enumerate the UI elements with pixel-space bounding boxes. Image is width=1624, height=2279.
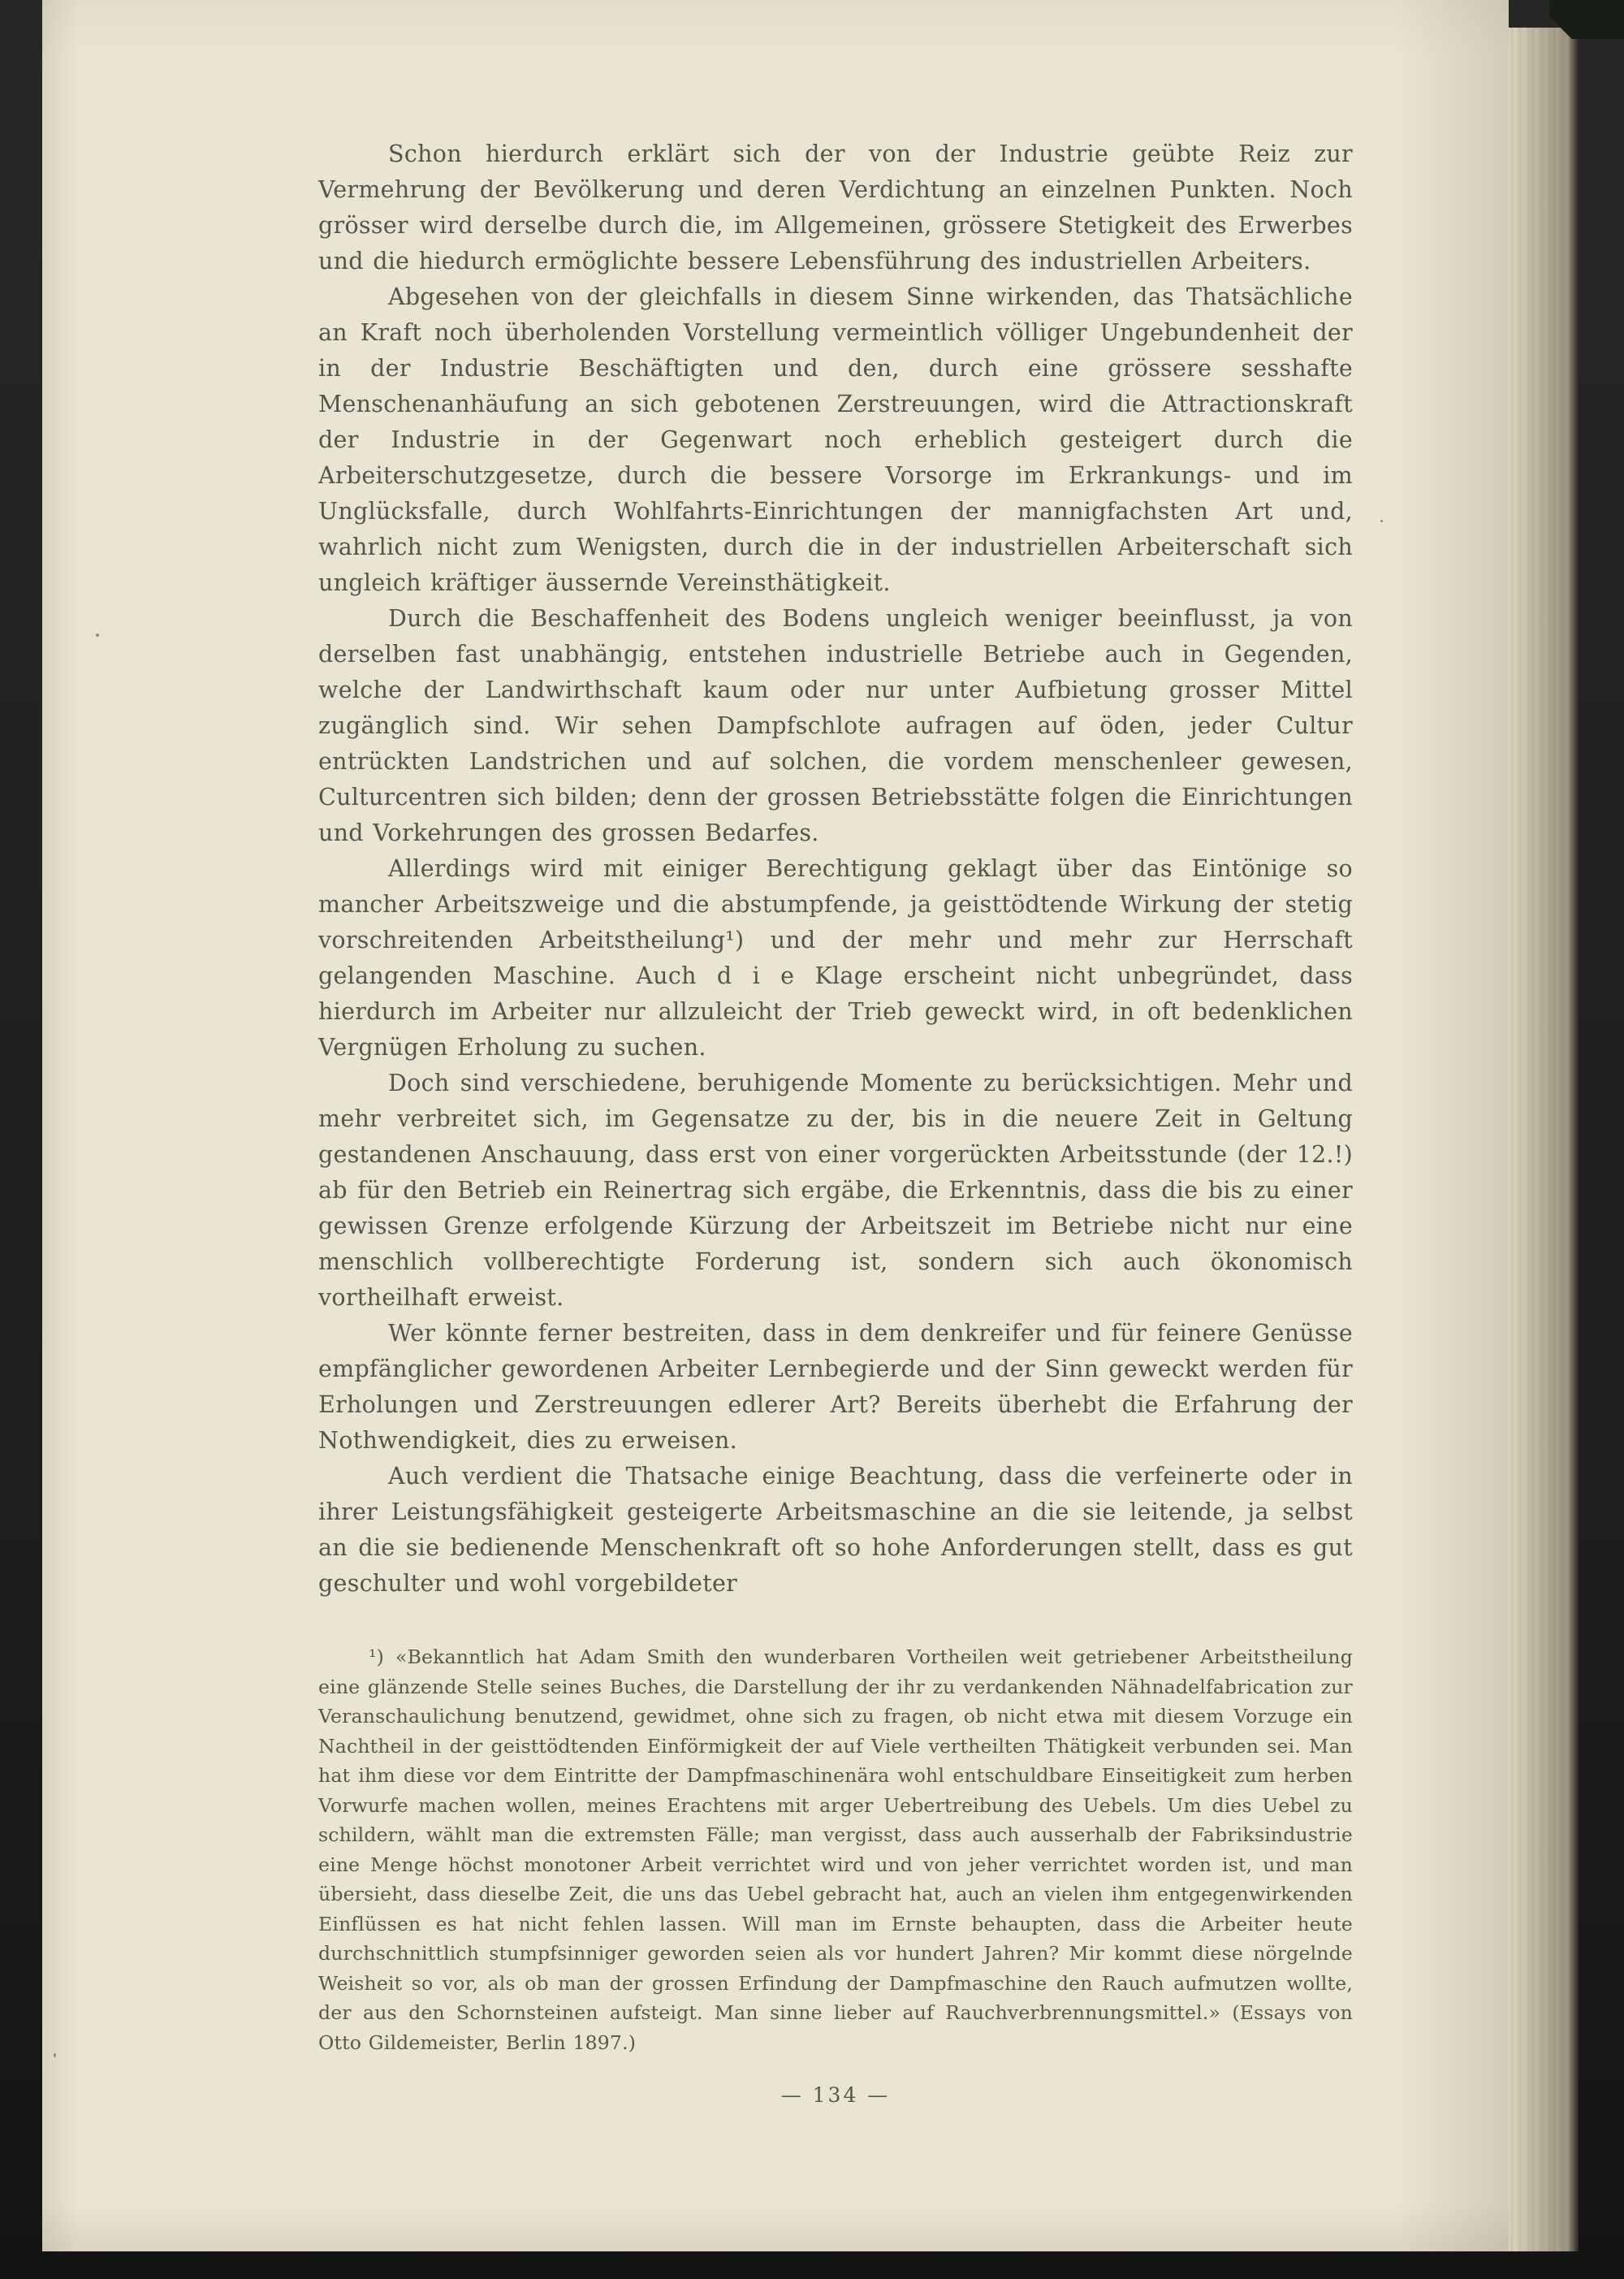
paper-speck [96,634,99,637]
paragraph: Doch sind verschiedene, beruhigende Momente zu berücksichtigen. Mehr und mehr verbreitet sich, im Gegensatze zu der, bis in die neuere Zeit in Geltung gestandenen Anschauung, dass erst von einer vorgerückten Arbeitsstunde (der 12.!) ab für den Betrieb ein Reinertrag sich ergäbe, die Erkenntnis, dass die bis zu einer gewissen Grenze erfolgende Kürzung der Arbeitszeit im Betriebe nicht nur eine menschlich vollberechtigte Forderung ist, sondern sich auch ökonomisch vortheilhaft erweist. [318,1070,1353,1311]
book-page-paper [42,0,1509,2251]
paragraph: Auch verdient die Thatsache einige Beachtung, dass die verfeinerte oder in ihrer Leistungsfähigkeit gesteigerte Arbeitsmaschine an die sie leitende, ja selbst an die sie bedienende Menschenkraft oft so hohe Anforderungen stellt, dass es gut geschulter und wohl vorgebildeter [318,1463,1353,1597]
paragraph: Schon hierdurch erklärt sich der von der Industrie geübte Reiz zur Vermehrung der Bevölkerung und deren Verdichtung an einzelnen Punkten. Noch grösser wird derselbe durch die, im Allgemeinen, grössere Stetigkeit des Erwerbes und die hiedurch ermöglichte bessere Lebensführung des industriellen Arbeiters. [318,141,1353,275]
paper-speck [1380,520,1383,522]
paragraph: Allerdings wird mit einiger Berechtigung geklagt über das Eintönige so mancher Arbeitszweige und die abstumpfende, ja geisttödtende Wirkung der stetig vorschreitenden Arbeitstheilung¹) und der mehr und mehr zur Herrschaft gelangenden Maschine. Auch d i e Klage erscheint nicht unbegründet, dass hierdurch im Arbeiter nur allzuleicht der Trieb geweckt wird, in oft bedenklichen Vergnügen Erholung zu suchen. [318,855,1353,1061]
footnote: ¹) «Bekanntlich hat Adam Smith den wunderbaren Vortheilen weit getriebener Arbeitstheilung eine glänzende Stelle seines Buches, die Darstellung der ihr zu verdankenden Nähnadelfabrication zur Veranschaulichung benutzend, gewidmet, ohne sich zu fragen, ob nicht etwa mit diesem Vorzuge ein Nachtheil in der geisttödtenden Einförmigkeit der auf Viele vertheilten Thätigkeit verbunden sei. Man hat ihm diese vor dem Eintritte der Dampfmaschinenära wohl entschuldbare Einseitigkeit zum herben Vorwurfe machen wollen, meines Erachtens mit arger Uebertreibung des Uebels. Um dies Uebel zu schildern, wählt man die extremsten Fälle; man vergisst, dass auch ausserhalb der Fabriksindustrie eine Menge höchst monotoner Arbeit verrichtet wird und von jeher verrichtet worden ist, und man übersieht, dass dieselbe Zeit, die uns das Uebel gebracht hat, auch an vielen ihm entgegenwirkenden Einflüssen es hat nicht fehlen lassen. Will man im Ernste behaupten, dass die Arbeiter heute durchschnittlich stumpfsinniger geworden seien als vor hundert Jahren? Mir kommt diese nörgelnde Weisheit so vor, als ob man der grossen Erfindung der Dampfmaschine den Rauch aufmutzen wollte, der aus den Schornsteinen aufsteigt. Man sinne lieber auf Rauchverbrennungsmittel.» (Essays von Otto Gildemeister, Berlin 1897.) [318,1645,1353,2054]
paragraph: Wer könnte ferner bestreiten, dass in dem denkreifer und für feinere Genüsse empfänglicher gewordenen Arbeiter Lernbegierde und der Sinn geweckt werden für Erholungen und Zerstreuungen edlerer Art? Bereits überhebt die Erfahrung der Nothwendigkeit, dies zu erweisen. [318,1320,1353,1454]
book-page-edges [1509,28,1579,2251]
paragraph: Durch die Beschaffenheit des Bodens ungleich weniger beeinflusst, ja von derselben fast unabhängig, entstehen industrielle Betriebe auch in Gegenden, welche der Landwirthschaft kaum oder nur unter Aufbietung grosser Mittel zugänglich sind. Wir sehen Dampfschlote aufragen auf öden, jeder Cultur entrückten Landstrichen und auf solchen, die vordem menschenleer gewesen, Culturcentren sich bilden; denn der grossen Betriebsstätte folgen die Einrichtungen und Vorkehrungen des grossen Bedarfes. [318,605,1353,846]
paper-speck [54,2053,56,2057]
page-number: — 134 — [780,2083,891,2107]
paragraph: Abgesehen von der gleichfalls in diesem Sinne wirkenden, das Thatsächliche an Kraft noch überholenden Vorstellung vermeintlich völliger Ungebundenheit der in der Industrie Beschäftigten und den, durch eine grössere sesshafte Menschenanhäufung an sich gebotenen Zerstreuungen, wird die Attractionskraft der Industrie in der Gegenwart noch erheblich gesteigert durch die Arbeiterschutzgesetze, durch die bessere Vorsorge im Erkrankungs- und im Unglücksfalle, durch Wohlfahrts-Einrichtungen der mannigfachsten Art und, wahrlich nicht zum Wenigsten, durch die in der industriellen Arbeiterschaft sich ungleich kräftiger äussernde Vereinsthätigkeit. [318,283,1353,596]
page-text-block [318,136,1353,2107]
